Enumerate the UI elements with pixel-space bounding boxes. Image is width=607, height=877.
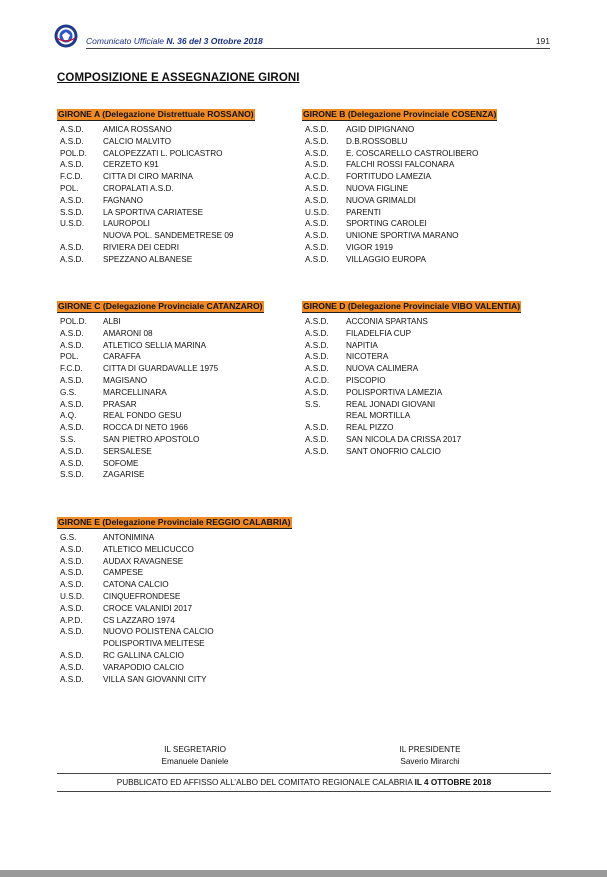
- club-type: A.S.D.: [60, 375, 84, 385]
- team-row: [302, 399, 521, 411]
- team-name: PRASAR: [103, 399, 137, 409]
- team-name: LA SPORTIVA CARIATESE: [103, 207, 204, 217]
- girone-a-title: GIRONE A (Delegazione Distrettuale ROSSANO): [58, 109, 254, 119]
- club-type: U.S.D.: [60, 219, 85, 229]
- header-rule: [86, 48, 550, 49]
- team-name: RIVIERA DEI CEDRI: [103, 242, 179, 252]
- team-name: SANT ONOFRIO CALCIO: [346, 446, 441, 456]
- club-type: A.S.D.: [60, 160, 84, 170]
- team-name: MAGISANO: [103, 375, 148, 385]
- team-name: CS LAZZARO 1974: [103, 615, 175, 625]
- club-type: U.S.D.: [305, 207, 330, 217]
- team-row: [57, 183, 255, 195]
- team-row: [57, 136, 255, 148]
- footer-date: IL 4 OTTOBRE 2018: [414, 778, 492, 787]
- club-type: A.S.D.: [305, 317, 329, 326]
- club-type: F.C.D.: [60, 364, 83, 374]
- secretary-name: Emanuele Daniele: [161, 757, 229, 766]
- team-name: FAGNANO: [103, 195, 144, 205]
- team-row: [57, 544, 292, 556]
- team-row: [57, 328, 264, 340]
- team-name: CROCE VALANIDI 2017: [103, 603, 193, 613]
- club-type: S.S.: [305, 399, 321, 409]
- club-type: A.S.D.: [305, 242, 329, 252]
- team-name: UNIONE SPORTIVA MARANO: [346, 231, 459, 241]
- team-name: SAN PIETRO APOSTOLO: [103, 434, 200, 444]
- team-name: VILLAGGIO EUROPA: [346, 254, 426, 264]
- club-type: G.S.: [60, 533, 77, 542]
- club-type: A.C.D.: [305, 172, 330, 182]
- team-row: [302, 351, 521, 363]
- club-type: A.P.D.: [60, 615, 83, 625]
- club-type: A.C.D.: [305, 375, 330, 385]
- club-type: A.S.D.: [60, 423, 84, 433]
- footer-text: PUBBLICATO ED AFFISSO ALL’ALBO DEL COMITATO REGIONALE CALABRIA: [116, 778, 415, 787]
- team-name: D.B.ROSSOBLU: [346, 136, 408, 146]
- team-row: [57, 254, 255, 266]
- club-type: A.S.D.: [305, 136, 329, 146]
- team-row: [57, 207, 255, 219]
- team-name: AMICA ROSSANO: [103, 125, 172, 134]
- team-name: FALCHI ROSSI FALCONARA: [346, 160, 455, 170]
- team-name: NICOTERA: [346, 352, 389, 362]
- team-name: SOFOME: [103, 458, 139, 468]
- girone-a-team-list: [57, 124, 255, 266]
- club-type: A.S.D.: [305, 125, 329, 134]
- team-row: [57, 615, 292, 627]
- team-name: SPORTING CAROLEI: [346, 219, 427, 229]
- team-name: AGID DIPIGNANO: [346, 125, 415, 134]
- team-row: [302, 159, 497, 171]
- team-row: [302, 148, 497, 160]
- team-name: NUOVA GRIMALDI: [346, 195, 416, 205]
- club-type: A.S.D.: [60, 603, 84, 613]
- girone-b-team-list: [302, 124, 497, 266]
- club-type: A.S.D.: [305, 148, 329, 158]
- team-name: CITTA DI GUARDAVALLE 1975: [103, 364, 219, 374]
- team-name: CALOPEZZATI L. POLICASTRO: [103, 148, 223, 158]
- team-name: NUOVA FIGLINE: [346, 183, 409, 193]
- team-row: [302, 387, 521, 399]
- club-type: U.S.D.: [60, 591, 85, 601]
- club-type: A.S.D.: [60, 136, 84, 146]
- club-type: A.S.D.: [60, 242, 84, 252]
- president-name: Saverio Mirarchi: [400, 757, 460, 766]
- team-name: SAN NICOLA DA CRISSA 2017: [346, 434, 462, 444]
- club-type: A.S.D.: [60, 662, 84, 672]
- team-row: [57, 532, 292, 544]
- team-name: VARAPODIO CALCIO: [103, 662, 184, 672]
- team-name: CATONA CALCIO: [103, 580, 169, 590]
- team-row: [57, 662, 292, 674]
- club-type: A.S.D.: [305, 183, 329, 193]
- team-row: [302, 375, 521, 387]
- club-type: A.S.D.: [60, 340, 84, 350]
- club-type: A.S.D.: [305, 195, 329, 205]
- girone-e-team-list: [57, 532, 292, 685]
- club-type: A.S.D.: [60, 328, 84, 338]
- team-name: VIGOR 1919: [346, 242, 393, 252]
- team-row: [302, 434, 521, 446]
- team-row: [57, 650, 292, 662]
- club-type: A.S.D.: [305, 219, 329, 229]
- club-type: A.S.D.: [305, 423, 329, 433]
- team-row: [57, 230, 255, 242]
- team-row: [302, 171, 497, 183]
- club-type: A.S.D.: [305, 446, 329, 456]
- team-name: CAMPESE: [103, 568, 144, 578]
- team-row: [57, 446, 264, 458]
- club-type: A.S.D.: [60, 195, 84, 205]
- club-type: A.S.D.: [60, 674, 84, 684]
- main-title: COMPOSIZIONE E ASSEGNAZIONE GIRONI: [57, 72, 300, 84]
- team-row: [57, 218, 255, 230]
- club-type: S.S.D.: [60, 470, 84, 480]
- team-row: [302, 183, 497, 195]
- club-type: A.S.D.: [60, 568, 84, 578]
- team-name: POLISPORTIVA MELITESE: [103, 639, 205, 649]
- team-row: [57, 603, 292, 615]
- club-type: POL.: [60, 352, 79, 362]
- team-name: PARENTI: [346, 207, 381, 217]
- team-row: [302, 410, 521, 422]
- team-name: REAL JONADI GIOVANI: [346, 399, 436, 409]
- team-row: [302, 328, 521, 340]
- team-name: NAPITIA: [346, 340, 378, 350]
- club-type: A.S.D.: [305, 340, 329, 350]
- secretary-role: IL SEGRETARIO: [164, 745, 226, 754]
- girone-c: [57, 296, 264, 481]
- team-row: [57, 458, 264, 470]
- team-row: [57, 387, 264, 399]
- team-name: CITTA DI CIRO MARINA: [103, 172, 193, 182]
- club-type: G.S.: [60, 387, 77, 397]
- team-row: [57, 148, 255, 160]
- club-type: S.S.: [60, 434, 76, 444]
- team-row: [302, 124, 497, 136]
- team-row: [57, 171, 255, 183]
- club-type: A.S.D.: [305, 254, 329, 264]
- girone-b: [302, 104, 497, 266]
- club-type: POL.D.: [60, 148, 87, 158]
- team-name: ROCCA DI NETO 1966: [103, 423, 188, 433]
- team-row: [57, 375, 264, 387]
- club-type: POL.D.: [60, 317, 87, 326]
- page-header: [54, 24, 550, 50]
- team-name: ZAGARISE: [103, 470, 145, 480]
- team-name: REAL FONDO GESU: [103, 411, 182, 421]
- club-type: F.C.D.: [60, 172, 83, 182]
- team-row: [302, 446, 521, 458]
- team-row: [57, 638, 292, 650]
- header-title: Comunicato Ufficiale N. 36 del 3 Ottobre 2018: [86, 36, 263, 46]
- team-row: [57, 124, 255, 136]
- club-type: A.Q.: [60, 411, 77, 421]
- team-row: [57, 242, 255, 254]
- team-name: AMARONI 08: [103, 328, 153, 338]
- team-name: NUOVA POL. SANDEMETRESE 09: [103, 231, 234, 241]
- team-row: [57, 410, 264, 422]
- club-type: A.S.D.: [60, 627, 84, 637]
- team-name: CERZETO K91: [103, 160, 159, 170]
- girone-a: [57, 104, 255, 266]
- team-name: CALCIO MALVITO: [103, 136, 171, 146]
- club-type: A.S.D.: [60, 650, 84, 660]
- club-type: A.S.D.: [305, 352, 329, 362]
- team-row: [57, 567, 292, 579]
- team-name: ATLETICO MELICUCCO: [103, 544, 194, 554]
- lnd-logo-icon: [54, 24, 78, 48]
- team-row: [302, 422, 521, 434]
- girone-e: [57, 512, 292, 685]
- club-type: A.S.D.: [305, 160, 329, 170]
- girone-d: [302, 296, 521, 458]
- team-name: REAL PIZZO: [346, 423, 394, 433]
- club-type: A.S.D.: [60, 125, 84, 134]
- team-name: E. COSCARELLO CASTROLIBERO: [346, 148, 479, 158]
- team-name: NUOVA CALIMERA: [346, 364, 419, 374]
- team-row: [57, 195, 255, 207]
- team-row: [57, 399, 264, 411]
- team-row: [302, 242, 497, 254]
- team-name: CINQUEFRONDESE: [103, 591, 181, 601]
- team-row: [302, 230, 497, 242]
- team-name: ACCONIA SPARTANS: [346, 317, 428, 326]
- team-name: SERSALESE: [103, 446, 152, 456]
- girone-c-team-list: [57, 316, 264, 481]
- club-type: A.S.D.: [305, 387, 329, 397]
- club-type: A.S.D.: [60, 446, 84, 456]
- team-row: [302, 218, 497, 230]
- president-signature: [370, 744, 490, 768]
- team-name: LAUROPOLI: [103, 219, 150, 229]
- page-number: 191: [535, 36, 550, 46]
- team-row: [57, 159, 255, 171]
- team-name: CROPALATI A.S.D.: [103, 183, 174, 193]
- team-name: REAL MORTILLA: [346, 411, 411, 421]
- team-row: [302, 195, 497, 207]
- girone-d-team-list: [302, 316, 521, 458]
- team-name: VILLA SAN GIOVANNI CITY: [103, 674, 207, 684]
- team-name: AUDAX RAVAGNESE: [103, 556, 184, 566]
- team-row: [302, 363, 521, 375]
- team-row: [302, 316, 521, 328]
- team-row: [57, 591, 292, 603]
- club-type: A.S.D.: [305, 364, 329, 374]
- club-type: POL.: [60, 183, 79, 193]
- team-name: ALBI: [103, 317, 121, 326]
- team-row: [57, 351, 264, 363]
- team-row: [302, 207, 497, 219]
- club-type: S.S.D.: [60, 207, 84, 217]
- president-role: IL PRESIDENTE: [399, 745, 461, 754]
- girone-e-title: GIRONE E (Delegazione Provinciale REGGIO CALABRIA): [58, 517, 291, 527]
- publication-footer: [57, 773, 551, 792]
- team-row: [57, 434, 264, 446]
- club-type: A.S.D.: [305, 328, 329, 338]
- team-row: [57, 422, 264, 434]
- team-name: CARAFFA: [103, 352, 141, 362]
- girone-c-title: GIRONE C (Delegazione Provinciale CATANZARO): [58, 301, 263, 311]
- team-name: SPEZZANO ALBANESE: [103, 254, 193, 264]
- team-row: [57, 579, 292, 591]
- bottom-edge: [0, 870, 607, 877]
- team-row: [302, 254, 497, 266]
- club-type: A.S.D.: [305, 434, 329, 444]
- team-name: FORTITUDO LAMEZIA: [346, 172, 431, 182]
- secretary-signature: [135, 744, 255, 768]
- team-name: PISCOPIO: [346, 375, 386, 385]
- team-row: [57, 674, 292, 686]
- team-row: [57, 340, 264, 352]
- club-type: A.S.D.: [60, 544, 84, 554]
- club-type: A.S.D.: [60, 556, 84, 566]
- club-type: A.S.D.: [305, 231, 329, 241]
- team-name: ATLETICO SELLIA MARINA: [103, 340, 207, 350]
- club-type: A.S.D.: [60, 399, 84, 409]
- club-type: A.S.D.: [60, 254, 84, 264]
- team-row: [57, 363, 264, 375]
- team-name: RC GALLINA CALCIO: [103, 650, 184, 660]
- team-row: [57, 469, 264, 481]
- team-name: POLISPORTIVA LAMEZIA: [346, 387, 443, 397]
- team-name: MARCELLINARA: [103, 387, 167, 397]
- team-name: FILADELFIA CUP: [346, 328, 412, 338]
- team-name: ANTONIMINA: [103, 533, 155, 542]
- team-row: [57, 556, 292, 568]
- club-type: A.S.D.: [60, 580, 84, 590]
- team-row: [57, 626, 292, 638]
- girone-d-title: GIRONE D (Delegazione Provinciale VIBO VALENTIA): [303, 301, 521, 311]
- team-name: NUOVO POLISTENA CALCIO: [103, 627, 214, 637]
- girone-b-title: GIRONE B (Delegazione Provinciale COSENZA): [303, 109, 497, 119]
- team-row: [302, 340, 521, 352]
- team-row: [302, 136, 497, 148]
- team-row: [57, 316, 264, 328]
- club-type: A.S.D.: [60, 458, 84, 468]
